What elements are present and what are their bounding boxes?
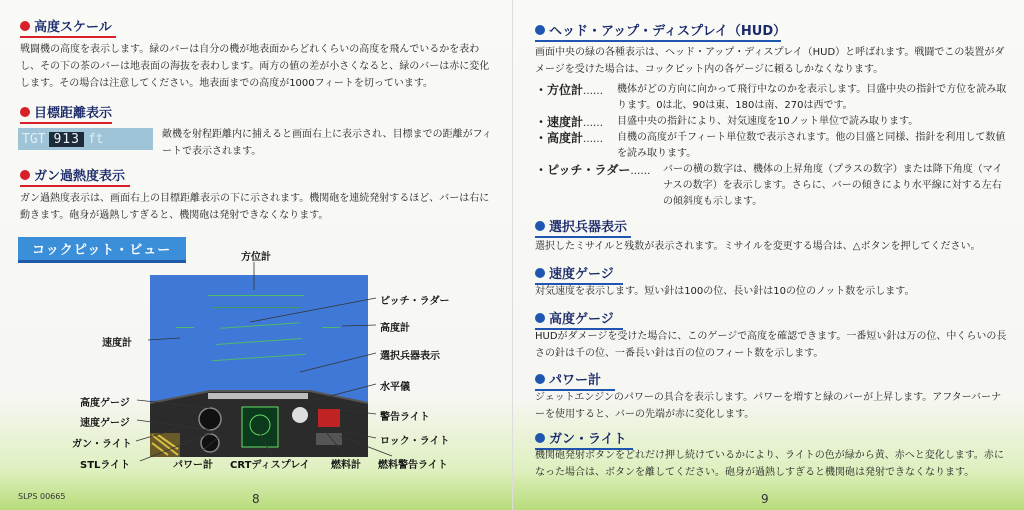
label-pitch-ladder: ピッチ・ラダー: [380, 296, 450, 307]
term-label: ・: [535, 83, 548, 97]
label-warning-light: 警告ライト: [380, 412, 430, 423]
bullet-icon: [535, 374, 545, 384]
weapon-display-text: 選択したミサイルと残数が表示されます。ミサイルを変更する場合は、△ボタンを押してください。: [535, 241, 981, 252]
label-fuel-gauge: 燃料計: [331, 460, 361, 471]
hud-heading: [535, 20, 786, 39]
hud-item-altimeter: ・高度計…… 自機の高度が千フィート単位数で表示されます。他の目盛と同様、指針を利用して数値を読み取ります。: [535, 130, 1011, 162]
cockpit-view-banner: コックピット・ビュー: [18, 237, 186, 263]
bullet-icon: [535, 313, 545, 323]
label-power-gauge: パワー計: [173, 460, 213, 471]
term-label: 高度計: [547, 131, 584, 145]
tgt-value: 913: [49, 132, 83, 147]
label-airspeed: 速度計: [102, 338, 132, 349]
heading-text: 高度ゲージ: [549, 312, 614, 327]
term-description: 機体がどの方向に向かって飛行中なのかを表示します。目盛中央の指針で方位を読み取ります。0は北、90は東、180は南、270は西です。: [617, 84, 1007, 111]
product-code: SLPS 00665: [18, 492, 66, 501]
speed-gauge-heading: [535, 263, 614, 282]
altitude-gauge-heading: [535, 308, 614, 327]
label-horizon: 水平儀: [380, 382, 410, 393]
gun-heat-text: ガン過熱度表示は、画面右上の目標距離表示の下に示されます。機関砲を連続発射するほど、バーは右に動きます。砲身が過熱しすぎると、機関砲は発射できなくなります。: [20, 193, 490, 221]
right-page: [512, 0, 1024, 510]
hud-item-heading: ・方位計…… 機体がどの方向に向かって飛行中なのかを表示します。目盛中央の指針で方位を読み取ります。0は北、90は東、180は南、270は西です。: [535, 82, 1011, 114]
bullet-icon: [535, 433, 545, 443]
hud-text: 画面中央の緑の各種表示は、ヘッド・アップ・ディスプレイ（HUD）と呼ばれます。戦闘でこの装置がダメージを受けた場合は、コックピット内の各ゲージに頼るしかなくなります。: [535, 47, 1005, 75]
heading-text: 目標距離表示: [34, 106, 113, 121]
label-altimeter: 高度計: [380, 323, 410, 334]
heading-text: 速度ゲージ: [549, 267, 614, 282]
speed-gauge-text: 対気速度を表示します。短い針は100の位、長い針は10の位のノット数を示します。: [535, 286, 915, 297]
bullet-icon: [535, 25, 545, 35]
hud-item-pitch-ladder: ・ピッチ・ラダー…… バーの横の数字は、機体の上昇角度（プラスの数字）または降下角度（マイナスの数字）を表示します。さらに、バーの傾きにより水平線に対する左右の傾斜度も示します。: [535, 162, 1011, 210]
page-number: 9: [761, 492, 769, 506]
gun-light-text: 機関砲発射ボタンをどれだけ押し続けているかにより、ライトの色が緑から黄、赤へと変化します。赤になった場合は、ボタンを離してください。砲身が過熱しすぎると機関砲は発射できなくなります。: [535, 450, 1004, 478]
heading-text: 高度スケール: [34, 20, 112, 35]
label-fuel-warning: 燃料警告ライト: [378, 460, 448, 471]
target-distance-text: 敵機を射程距離内に捕えると画面右上に表示され、目標までの距離がフィートで表示されます。: [162, 129, 492, 157]
heading-text: 選択兵器表示: [549, 220, 628, 235]
hud-item-airspeed: ・速度計…… 目盛中央の指針により、対気速度を10ノット単位で読み取ります。: [535, 114, 1011, 132]
label-speed-gauge: 速度ゲージ: [80, 418, 130, 429]
heading-text: パワー計: [549, 373, 602, 388]
label-lock-light: ロック・ライト: [380, 436, 450, 447]
label-stl-light: STLライト: [80, 460, 131, 471]
tgt-unit: ft: [87, 131, 104, 147]
gun-light-heading: [535, 428, 627, 447]
term-label: 方位計: [547, 83, 584, 97]
heading-text: ガン過熱度表示: [34, 169, 126, 184]
altitude-scale-text: 戦闘機の高度を表示します。緑のバーは自分の機が地表面からどれくらいの高度を飛んでいるかを表わし、その下の茶のバーは地表面の海抜を表わします。両方の値の差が小さくなると、緑のバーは赤に変化します。その場合は注意してください。地表面までの高度が1000フィートを切っています。: [20, 44, 490, 89]
bullet-icon: [535, 221, 545, 231]
weapon-display-heading: [535, 216, 627, 235]
term-description: 目盛中央の指針により、対気速度を10ノット単位で読み取ります。: [617, 116, 919, 127]
bullet-icon: [535, 268, 545, 278]
label-crt-display: CRTディスプレイ: [230, 460, 310, 471]
power-gauge-heading: [535, 369, 601, 388]
label-heading: 方位計: [241, 252, 271, 263]
tgt-label: TGT: [22, 131, 46, 147]
term-description: バーの横の数字は、機体の上昇角度（プラスの数字）または降下角度（マイナスの数字）を表示します。さらに、バーの傾きにより水平線に対する左右の傾斜度も示します。: [663, 164, 1003, 207]
altitude-gauge-text: HUDがダメージを受けた場合に、このゲージで高度を確認できます。一番短い針は万の位、中くらいの長さの針は千の位、一番長い針は百の位のフィート数を示します。: [535, 331, 1007, 359]
term-description: 自機の高度が千フィート単位数で表示されます。他の目盛と同様、指針を利用して数値を読み取ります。: [617, 132, 1006, 159]
label-gun-light: ガン・ライト: [72, 439, 132, 450]
label-weapon-display: 選択兵器表示: [380, 351, 440, 362]
page-number: 8: [252, 492, 260, 506]
heading-text: ガン・ライト: [549, 432, 627, 447]
term-label: ピッチ・ラダー: [547, 163, 631, 177]
power-gauge-text: ジェットエンジンのパワーの具合を表示します。パワーを増すと緑のバーが上昇します。アフターバーナーを使用すると、バーの先端が赤に変化します。: [535, 392, 1002, 420]
label-altitude-gauge: 高度ゲージ: [80, 398, 130, 409]
term-label: 速度計: [547, 115, 584, 129]
heading-text: ヘッド・アップ・ディスプレイ（HUD）: [549, 24, 787, 39]
